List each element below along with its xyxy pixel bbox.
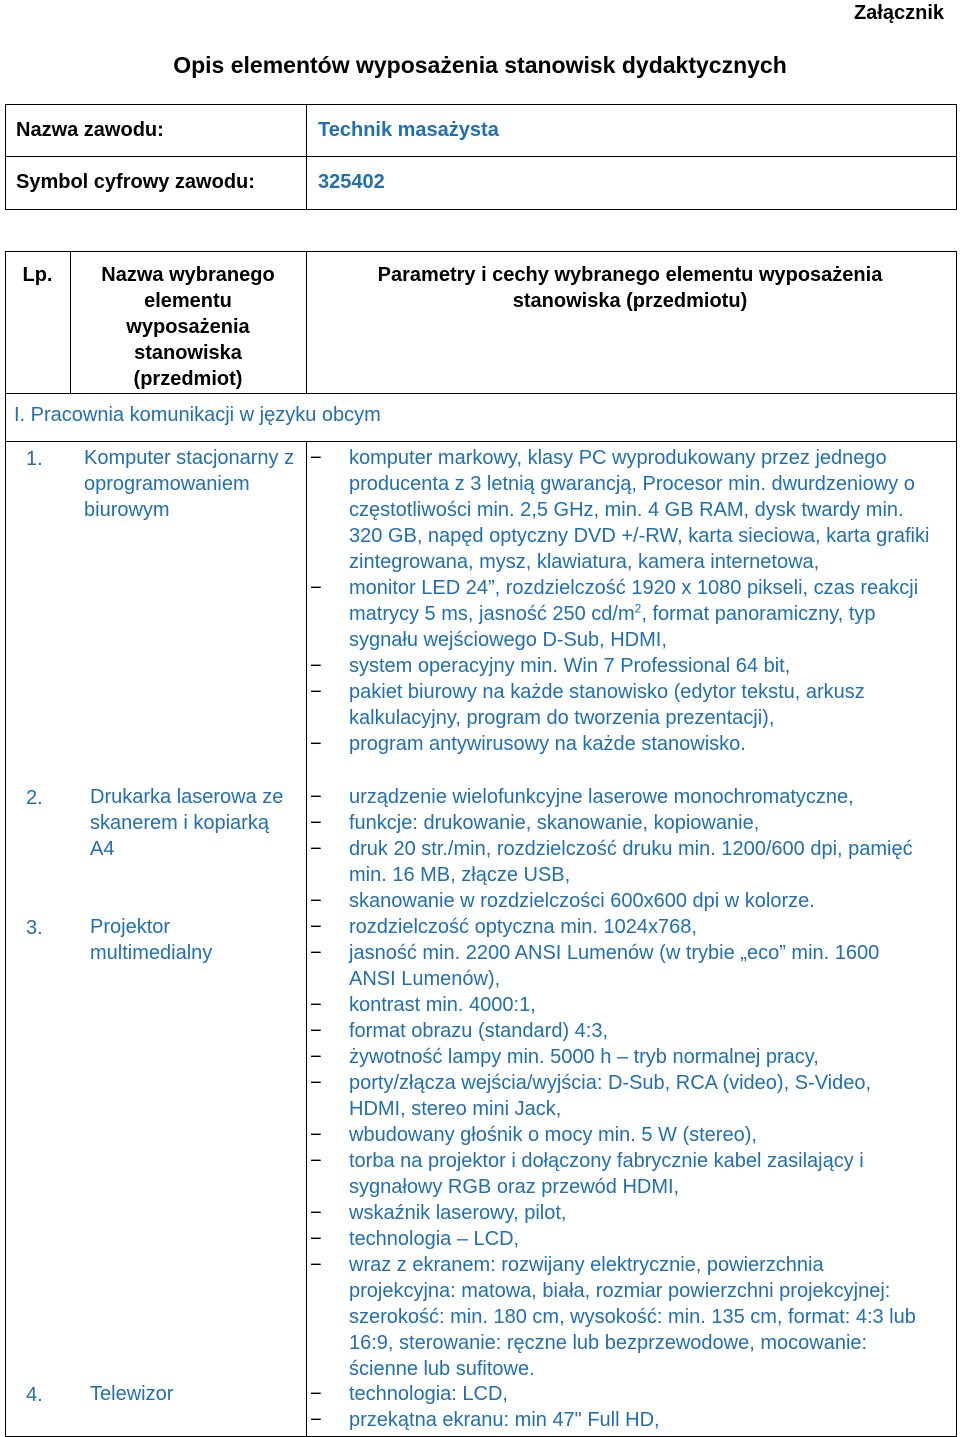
param-item: − torba na projektor i dołączony fabrycznie kabel zasilający i sygnałowy RGB oraz przewód HDMI, bbox=[310, 1148, 930, 1200]
item-params-list bbox=[310, 784, 930, 914]
param-item: − technologia: LCD, bbox=[310, 1381, 930, 1407]
item-params-list bbox=[310, 445, 930, 757]
param-item: − druk 20 str./min, rozdzielczość druku min. 1200/600 dpi, pamięć min. 16 MB, złącze USB, bbox=[310, 836, 930, 888]
param-item: − przekątna ekranu: min 47" Full HD, bbox=[310, 1407, 930, 1433]
page-title: Opis elementów wyposażenia stanowisk dydaktycznych bbox=[173, 52, 787, 78]
item-params-list bbox=[310, 1381, 930, 1433]
header-lp: Lp. bbox=[22, 264, 53, 286]
param-item: − technologia – LCD, bbox=[310, 1226, 930, 1252]
item-name: Komputer stacjonarny z oprogramowaniem biurowym bbox=[84, 447, 295, 521]
item-number: 1. bbox=[26, 448, 43, 470]
param-item: − żywotność lampy min. 5000 h – tryb normalnej pracy, bbox=[310, 1044, 930, 1070]
code-value: 325402 bbox=[318, 171, 385, 193]
param-item: − pakiet biurowy na każde stanowisko (edytor tekstu, arkusz kalkulacyjny, program do tworzenia prezentacji), bbox=[310, 679, 930, 731]
code-label: Symbol cyfrowy zawodu: bbox=[16, 171, 255, 193]
param-item: − rozdzielczość optyczna min. 1024x768, bbox=[310, 914, 930, 940]
param-item: − funkcje: drukowanie, skanowanie, kopiowanie, bbox=[310, 810, 930, 836]
param-item: − format obrazu (standard) 4:3, bbox=[310, 1018, 930, 1044]
param-item: − wraz z ekranem: rozwijany elektrycznie, powierzchnia projekcyjna: matowa, biała, rozmiar powierzchni projekcyjnej: szerokość: min. 180 cm, wysokość: min. 135 cm, format: 4:3 lub 16:9, sterowanie: ręczne lub bezprzewodowe, mocowanie: ścienne lub sufitowe. bbox=[310, 1252, 930, 1382]
attachment-label: Załącznik bbox=[853, 2, 944, 24]
param-item: − jasność min. 2200 ANSI Lumenów (w trybie „eco” min. 1600 ANSI Lumenów), bbox=[310, 940, 930, 992]
item-name: Telewizor bbox=[90, 1383, 174, 1405]
header-name: Nazwa wybranego elementu wyposażenia stanowiska (przedmiot) bbox=[101, 264, 275, 390]
item-name: Projektor multimedialny bbox=[90, 916, 213, 964]
param-item: − monitor LED 24”, rozdzielczość 1920 x 1080 pikseli, czas reakcji matrycy 5 ms, jasność 250 $cd/m^2$, format panoramiczny, typ sygnału wejściowego D-Sub, HDMI, bbox=[310, 575, 930, 653]
profession-value: Technik masażysta bbox=[318, 119, 499, 141]
item-number: 4. bbox=[26, 1384, 43, 1406]
param-item: − program antywirusowy na każde stanowisko. bbox=[310, 731, 930, 757]
param-item: − porty/złącza wejścia/wyjścia: D-Sub, RCA (video), S-Video, HDMI, stereo mini Jack, bbox=[310, 1070, 930, 1122]
item-params-list bbox=[310, 914, 930, 1382]
item-number: 2. bbox=[26, 787, 43, 809]
param-item: − system operacyjny min. Win 7 Professional 64 bit, bbox=[310, 653, 930, 679]
param-item: − wbudowany głośnik o mocy min. 5 W (stereo), bbox=[310, 1122, 930, 1148]
header-params: Parametry i cechy wybranego elementu wyposażenia stanowiska (przedmiotu) bbox=[377, 264, 883, 312]
section-title: I. Pracownia komunikacji w języku obcym bbox=[14, 404, 381, 426]
param-item: − komputer markowy, klasy PC wyprodukowany przez jednego producenta z 3 letnią gwarancją, Procesor min. dwurdzeniowy o częstotliwości min. 2,5 GHz, min. 4 GB RAM, dysk twardy min. 320 GB, napęd optyczny DVD +/-RW, karta sieciowa, karta grafiki zintegrowana, mysz, klawiatura, kamera internetowa, bbox=[310, 445, 930, 575]
profession-label: Nazwa zawodu: bbox=[16, 119, 164, 141]
param-item: − urządzenie wielofunkcyjne laserowe monochromatyczne, bbox=[310, 784, 930, 810]
param-item: − kontrast min. 4000:1, bbox=[310, 992, 930, 1018]
param-item: − skanowanie w rozdzielczości 600x600 dpi w kolorze. bbox=[310, 888, 930, 914]
item-number: 3. bbox=[26, 917, 43, 939]
param-item: − wskaźnik laserowy, pilot, bbox=[310, 1200, 930, 1226]
item-name: Drukarka laserowa ze skanerem i kopiarką A4 bbox=[90, 786, 284, 860]
